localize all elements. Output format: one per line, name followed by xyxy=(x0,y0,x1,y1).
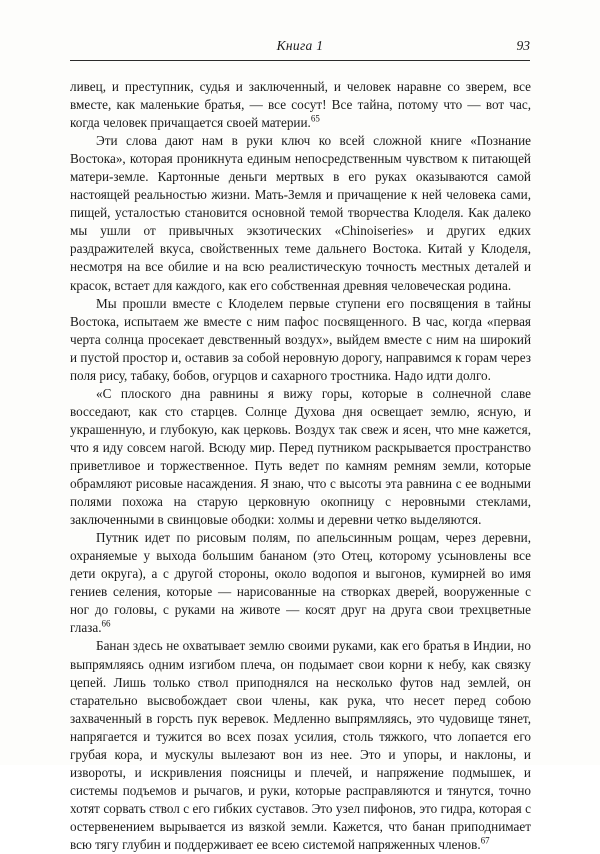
header-rule xyxy=(70,60,530,61)
paragraph xyxy=(70,78,531,132)
paragraph-text: ливец, и преступник, судья и заключенный, и человек наравне со зверем, все вместе, как маленькие братья, — все сосут! Все тайна, потому что — вот час, когда человек причащается своей материи. xyxy=(70,79,531,131)
footnote-marker: 65 xyxy=(310,113,320,124)
paragraph-text: «С плоского дна равнины я вижу горы, которые в солнечной славе восседают, как сто старцев. Солнце Духова дня освещает землю, ясную, и украшенную, и глубокую, как церковь. Воздух так свеж и ясен, что мне кажется, что я иду совсем нагой. Всюду мир. Перед путником раскрывается пространство приветливое и торжественное. Путь ведет по камням ремням земли, которые обрамляют рисовые насаждения. Я знаю, что с высоты эта равнина с ее водными полями похожа на старую церковную окопницу с неровными стеклами, заключенными в свинцовые ободки: холмы и деревни четко выделяются. xyxy=(70,385,531,528)
paragraph xyxy=(70,637,531,854)
paragraph xyxy=(70,132,531,294)
page-header xyxy=(70,38,530,58)
paragraph-text: Эти слова дают нам в руки ключ ко всей сложной книге «Познание Востока», которая проникнута единым непосредственным чувством к питающей матери-земле. Картонные деньги мертвых в его руках оказываются самой настоящей реальностью жизни. Мать-Земля и причащение к ней человека сами, пищей, усталостью становится основной темой творчества Клоделя. Как далеко мы ушли от привычных экзотических «Chinoiseries» и других едких раздражителей вкуса, свойственных теме дальнего Востока. Китай у Клоделя, несмотря на все обилие и на всю реалистическую точность местных деталей и красок, встает для каждого, как его собственная древняя человеческая родина. xyxy=(70,133,531,293)
paragraph-text: Мы прошли вместе с Клоделем первые ступени его посвящения в тайны Востока, испытаем же вместе с ним пафос посвященного. В час, когда «первая черта солнца просекает девственный воздух», выйдем вместе с ним на широкий и пустой простор и, оставив за собой неровную дорогу, направимся к горам через поля рису, табаку, бобов, огурцов и сахарного тростника. Надо идти долго. xyxy=(70,295,531,383)
paragraph xyxy=(70,529,531,637)
footnote-marker: 67 xyxy=(480,835,490,846)
running-head-title: Книга 1 xyxy=(276,38,324,53)
page-number: 93 xyxy=(516,38,530,53)
footnote-marker: 66 xyxy=(101,619,111,630)
paragraph xyxy=(70,295,531,385)
paragraph-text: Банан здесь не охватывает землю своими руками, как его братья в Индии, но выпрямляясь одним изгибом плеча, он подымает свои корни к небу, как связку цепей. Лишь только ствол приподнялся на несколько футов над землей, он старательно высвобождает свои члены, как рука, что несет перед собою захваченный в горсть пук веревок. Медленно выпрямляясь, это чудовище тянет, напрягается и тужится во всех позах усилия, столь тяжкого, что лопается его грубая кора, и мускулы вылезают вон из нее. Это и упоры, и наклоны, и извороты, и искривления поясницы и плечей, и напряжение подмышек, и системы подъемов и рычагов, и руки, которые расправляются и тянутся, точно хотят сорвать ствол с его гибких суставов. Это узел пифонов, это гидра, которая с остервенением вырывается из вязкой земли. Кажется, что банан приподнимает всю тягу глубин и поддерживает ее всею системой напряженных членов. xyxy=(70,638,531,852)
paragraph xyxy=(70,385,531,529)
page-body xyxy=(70,78,531,854)
paragraph-text: Путник идет по рисовым полям, по апельсинным рощам, через деревни, охраняемые у выхода большим бананом (это Отец, которому усыновлены все дети округа), а с другой стороны, около водопоя и выгонов, кумирней во имя гениев селения, которые — нарисованные на створках дверей, вооруженные с ног до головы, с руками на животе — косят друг на друга свои трехцветные глаза. xyxy=(70,530,531,636)
